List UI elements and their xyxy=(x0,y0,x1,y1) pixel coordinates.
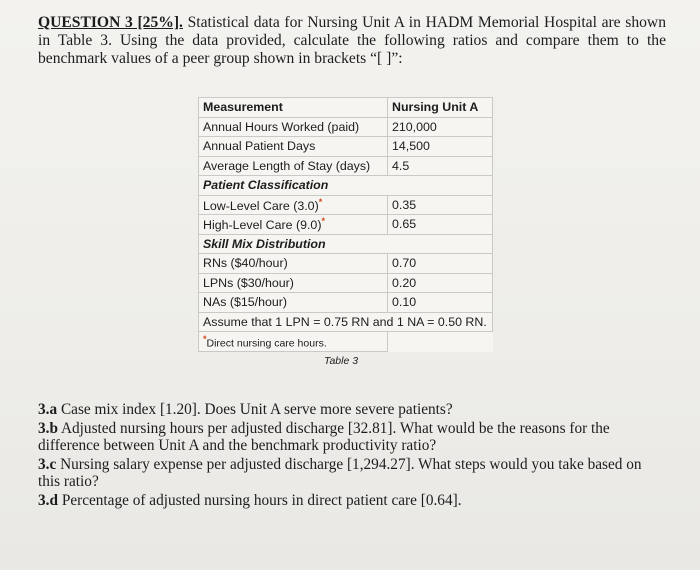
table-row xyxy=(199,254,493,274)
header-nursing-unit-a: Nursing Unit A xyxy=(388,98,493,118)
row-value: 0.20 xyxy=(388,273,493,293)
header-measurement: Measurement xyxy=(199,98,388,118)
skill-mix-heading: Skill Mix Distribution xyxy=(199,234,493,254)
question-label: QUESTION 3 [25%]. xyxy=(38,14,183,31)
section-row-patient-classification xyxy=(199,176,493,196)
question-item-3d xyxy=(38,492,666,510)
question-paragraph xyxy=(38,14,666,68)
row-label: Average Length of Stay (days) xyxy=(199,156,388,176)
row-value: 0.65 xyxy=(388,215,493,235)
question-item-3a xyxy=(38,401,666,419)
question-item-3c xyxy=(38,456,666,491)
row-label: Annual Patient Days xyxy=(199,137,388,157)
question-items xyxy=(38,401,666,511)
row-label: NAs ($15/hour) xyxy=(199,293,388,313)
item-label: 3.c xyxy=(38,455,57,473)
assumption-row xyxy=(199,312,493,332)
row-label: RNs ($40/hour) xyxy=(199,254,388,274)
row-label: High-Level Care (9.0)* xyxy=(199,215,388,235)
table-row xyxy=(199,117,493,137)
row-value: 0.35 xyxy=(388,195,493,215)
table-caption: Table 3 xyxy=(324,355,359,367)
table-row xyxy=(199,293,493,313)
footnote-text: Direct nursing care hours. xyxy=(206,337,327,349)
question-item-3b xyxy=(38,420,666,455)
row-label: Annual Hours Worked (paid) xyxy=(199,117,388,137)
row-value: 0.70 xyxy=(388,254,493,274)
asterisk-mark: * xyxy=(318,196,323,207)
table-row xyxy=(199,273,493,293)
row-value: 4.5 xyxy=(388,156,493,176)
row-value: 0.10 xyxy=(388,293,493,313)
table-row xyxy=(199,195,493,215)
row-value: 14,500 xyxy=(388,137,493,157)
footnote-cell xyxy=(199,332,388,352)
assumption-text: Assume that 1 LPN = 0.75 RN and 1 NA = 0.50 RN. xyxy=(199,312,493,332)
empty-cell xyxy=(388,332,493,352)
table-row xyxy=(199,215,493,235)
patient-classification-heading: Patient Classification xyxy=(199,176,493,196)
asterisk-mark: * xyxy=(203,333,207,344)
item-text: Case mix index [1.20]. Does Unit A serve more severe patients? xyxy=(60,401,453,418)
table-row xyxy=(199,156,493,176)
footnote-row xyxy=(199,332,493,352)
item-label: 3.d xyxy=(38,491,58,509)
data-table xyxy=(198,97,493,352)
table-header-row xyxy=(199,98,493,118)
table-row xyxy=(199,137,493,157)
row-label: LPNs ($30/hour) xyxy=(199,273,388,293)
asterisk-mark: * xyxy=(321,216,325,227)
item-text: Adjusted nursing hours per adjusted discharge [32.81]. What would be the reasons for the difference between Unit A and the benchmark productivity ratio? xyxy=(38,419,610,455)
item-text: Percentage of adjusted nursing hours in direct patient care [0.64]. xyxy=(61,491,462,509)
question-text: Statistical data for Nursing Unit A in HADM Memorial Hospital are shown in Table 3. Using the data provided, calculate the following ratios and compare them to the benchmark values of a peer group shown in brackets “[ ]”: xyxy=(38,14,666,67)
item-label: 3.a xyxy=(38,401,58,418)
item-label: 3.b xyxy=(38,419,58,437)
section-row-skill-mix xyxy=(199,234,493,254)
item-text: Nursing salary expense per adjusted discharge [1,294.27]. What steps would you take based on this ratio? xyxy=(38,455,642,491)
row-label: Low-Level Care (3.0)* xyxy=(199,195,388,215)
row-value: 210,000 xyxy=(388,117,493,137)
